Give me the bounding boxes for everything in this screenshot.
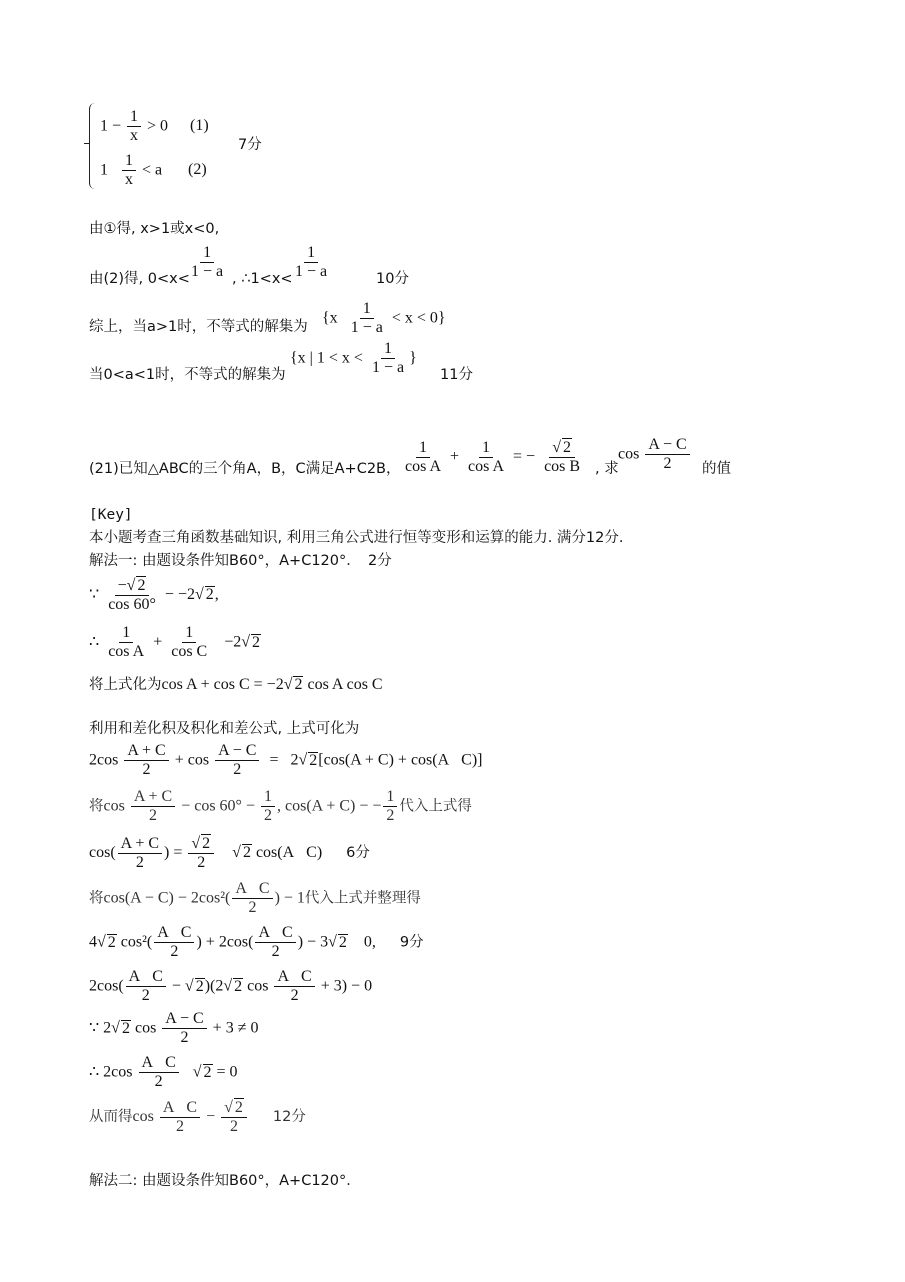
step2-prefix: 由(2)得, 0<x< bbox=[89, 271, 190, 287]
system-points: 7分 bbox=[238, 137, 262, 153]
line-result-1: cos( $\frac{A + C}{2}$ ) = $\frac{√ 2}{2}$ √ 2 cos(A C) 6分 bbox=[89, 834, 370, 872]
line-substitute-1: 将cos $\frac{A + C}{2}$ − cos 60° − $\frac{1}{2}$ , cos(A + C) − − $\frac{1}{2}$ 代入上式得 bbox=[89, 788, 472, 825]
summary2-text: 当0<a<1时，不等式的解集为 bbox=[89, 367, 286, 383]
key-label: [Key] bbox=[89, 507, 133, 523]
step2-mid: , ∴1<x< bbox=[232, 271, 293, 287]
line-therefore-2: ∴ 2cos $\frac{\text{A C}}{2}$ √ 2 = 0 bbox=[89, 1054, 238, 1091]
summary2-set: {x | 1 < x < $\frac{1}{1 - a}$ } bbox=[290, 340, 417, 377]
q21-tail: 的值 bbox=[702, 461, 731, 477]
line-sum-to-product: 2cos $\frac{A + C}{2}$ + cos $\frac{A - C}{2}$ = 2√ 2[cos(A + C) + cos(A C)] bbox=[89, 742, 483, 779]
left-brace bbox=[89, 103, 98, 189]
line-quadratic: 4√ 2 cos²( $\frac{\text{A C}}{2}$ ) + 2cos( $\frac{\text{A C}}{2}$ ) − 3√ 2 0, 9分 bbox=[89, 924, 424, 961]
line-because-2: ∵ 2√ 2 cos $\frac{A - C}{2}$ + 3 ≠ 0 bbox=[89, 1010, 259, 1047]
q21-ask: , 求 bbox=[595, 461, 619, 477]
intro: 本小题考查三角函数基础知识, 利用三角公式进行恒等变形和运算的能力. 满分12分. bbox=[89, 530, 624, 546]
solution2-heading: 解法二: 由题设条件知B60°，A+C120°． bbox=[89, 1173, 361, 1189]
summary2-points: 11分 bbox=[440, 367, 473, 383]
system-eq2-tag: (2) bbox=[188, 161, 207, 178]
system-eq1-tag: (1) bbox=[190, 117, 209, 134]
line-substitute-2: 将cos(A − C) − 2cos²( $\frac{\text{A C}}{2}$ ) − 1代入上式并整理得 bbox=[89, 880, 421, 917]
step2-frac-b: $\frac{1}{1 - a}$ bbox=[295, 244, 328, 281]
summary1-text: 综上，当a>1时，不等式的解集为 bbox=[89, 319, 308, 335]
system-eq1: 1 − $\frac{1}{x}$ > 0 bbox=[100, 108, 169, 145]
q21-target: cos $\frac{A - C}{2}$ bbox=[618, 436, 692, 474]
solution1-heading: 解法一: 由题设条件知B60°，A+C120°． 2分 bbox=[89, 553, 392, 569]
line-convert: 将上式化为cos A + cos C = −2√ 2 cos A cos C bbox=[89, 676, 383, 693]
summary1-set: {x $\frac{1}{1 - a}$ < x < 0} bbox=[322, 300, 446, 337]
step1: 由①得, x>1或x<0, bbox=[89, 221, 220, 237]
step2-points: 10分 bbox=[376, 271, 409, 287]
q21-equation: $\frac{1}{\text{cos A}}$ + $\frac{1}{\text{cos A}}$ = − $\frac{√ 2}{\text{cos B}}$ bbox=[405, 438, 581, 476]
line-conclusion: 从而得cos $\frac{\text{A C}}{2}$ − $\frac{√ 2}{2}$ 12分 bbox=[89, 1098, 306, 1136]
line-formula-note: 利用和差化积及积化和差公式, 上式可化为 bbox=[89, 721, 360, 737]
q21-text: (21)已知△ABC的三个角A，B，C满足A+C2B， bbox=[89, 461, 401, 477]
system-eq2: 1 $\frac{1}{x}$ < a bbox=[100, 152, 163, 189]
line-because-1: ∵ $\frac{-√ 2}{\cos 60^\circ}$ − −2√ 2, bbox=[89, 577, 219, 614]
line-therefore-1: ∴ $\frac{1}{\text{cos A}}$ + $\frac{1}{\text{cos C}}$ −2√ 2 bbox=[89, 624, 261, 661]
step2-frac-a: $\frac{1}{1 - a}$ bbox=[191, 244, 224, 281]
line-factored: 2cos( $\frac{\text{A C}}{2}$ − √ 2)(2√ 2 cos $\frac{\text{A C}}{2}$ + 3) − 0 bbox=[89, 968, 373, 1005]
